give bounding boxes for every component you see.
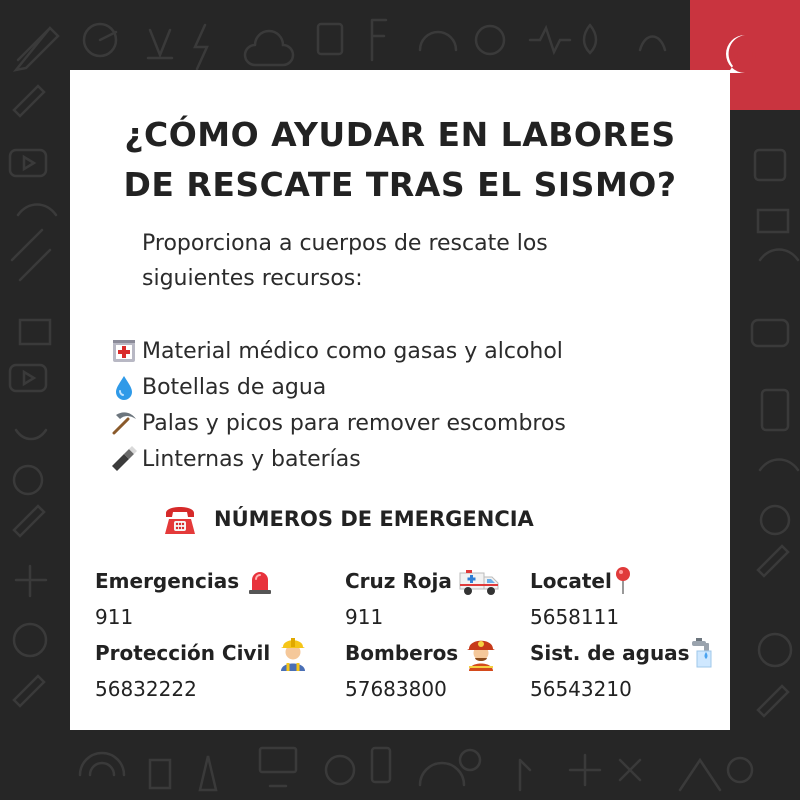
intro-line-1: Proporciona a cuerpos de rescate los [142,231,548,256]
contact-name: Protección Civil [95,641,271,665]
contact-sist-de-aguas [530,635,712,707]
resource-label: Linternas y baterías [142,446,361,472]
contact-number: 56543210 [530,677,632,701]
contact-name: Emergencias [95,569,240,593]
resource-label: Palas y picos para remover escombros [142,410,566,436]
contact-name: Locatel [530,569,612,593]
resource-label: Material médico como gasas y alcohol [142,338,563,364]
emergency-heading-text: NÚMEROS DE EMERGENCIA [214,507,534,531]
flashlight-icon [106,441,142,477]
contact-number: 911 [95,605,134,629]
contact-number: 911 [345,605,384,629]
intro-text [142,226,682,296]
telephone-icon [160,499,200,539]
resource-label: Botellas de agua [142,374,327,400]
contact-locatel [530,563,634,635]
contact-number: 5658111 [530,605,620,629]
contact-number: 56832222 [95,677,197,701]
contact-proteccion-civil [95,635,310,707]
siren-icon [245,566,275,596]
contact-cruz-roja [345,563,502,635]
contact-number: 57683800 [345,677,447,701]
page-title [70,110,730,210]
contact-name: Sist. de aguas [530,641,690,665]
droplet-icon [106,369,142,405]
faucet-icon [690,637,712,669]
contact-emergencias [95,563,275,635]
firefighter-icon [464,635,498,671]
contact-bomberos [345,635,498,707]
worker-icon [276,635,310,671]
pin-icon [612,566,634,596]
resource-item [106,369,716,405]
title-line-2: DE RESCATE TRAS EL SISMO? [123,165,677,204]
ambulance-icon [458,565,502,597]
intro-line-2: siguientes recursos: [142,266,363,291]
resource-item [106,333,716,369]
contact-name: Cruz Roja [345,569,452,593]
resource-item [106,405,716,441]
resource-item [106,441,716,477]
emergency-heading [160,498,534,540]
hospital-icon [106,333,142,369]
pick-icon [106,405,142,441]
title-line-1: ¿CÓMO AYUDAR EN LABORES [124,115,676,154]
resources-list [106,333,716,477]
info-card [70,70,730,730]
contact-name: Bomberos [345,641,459,665]
